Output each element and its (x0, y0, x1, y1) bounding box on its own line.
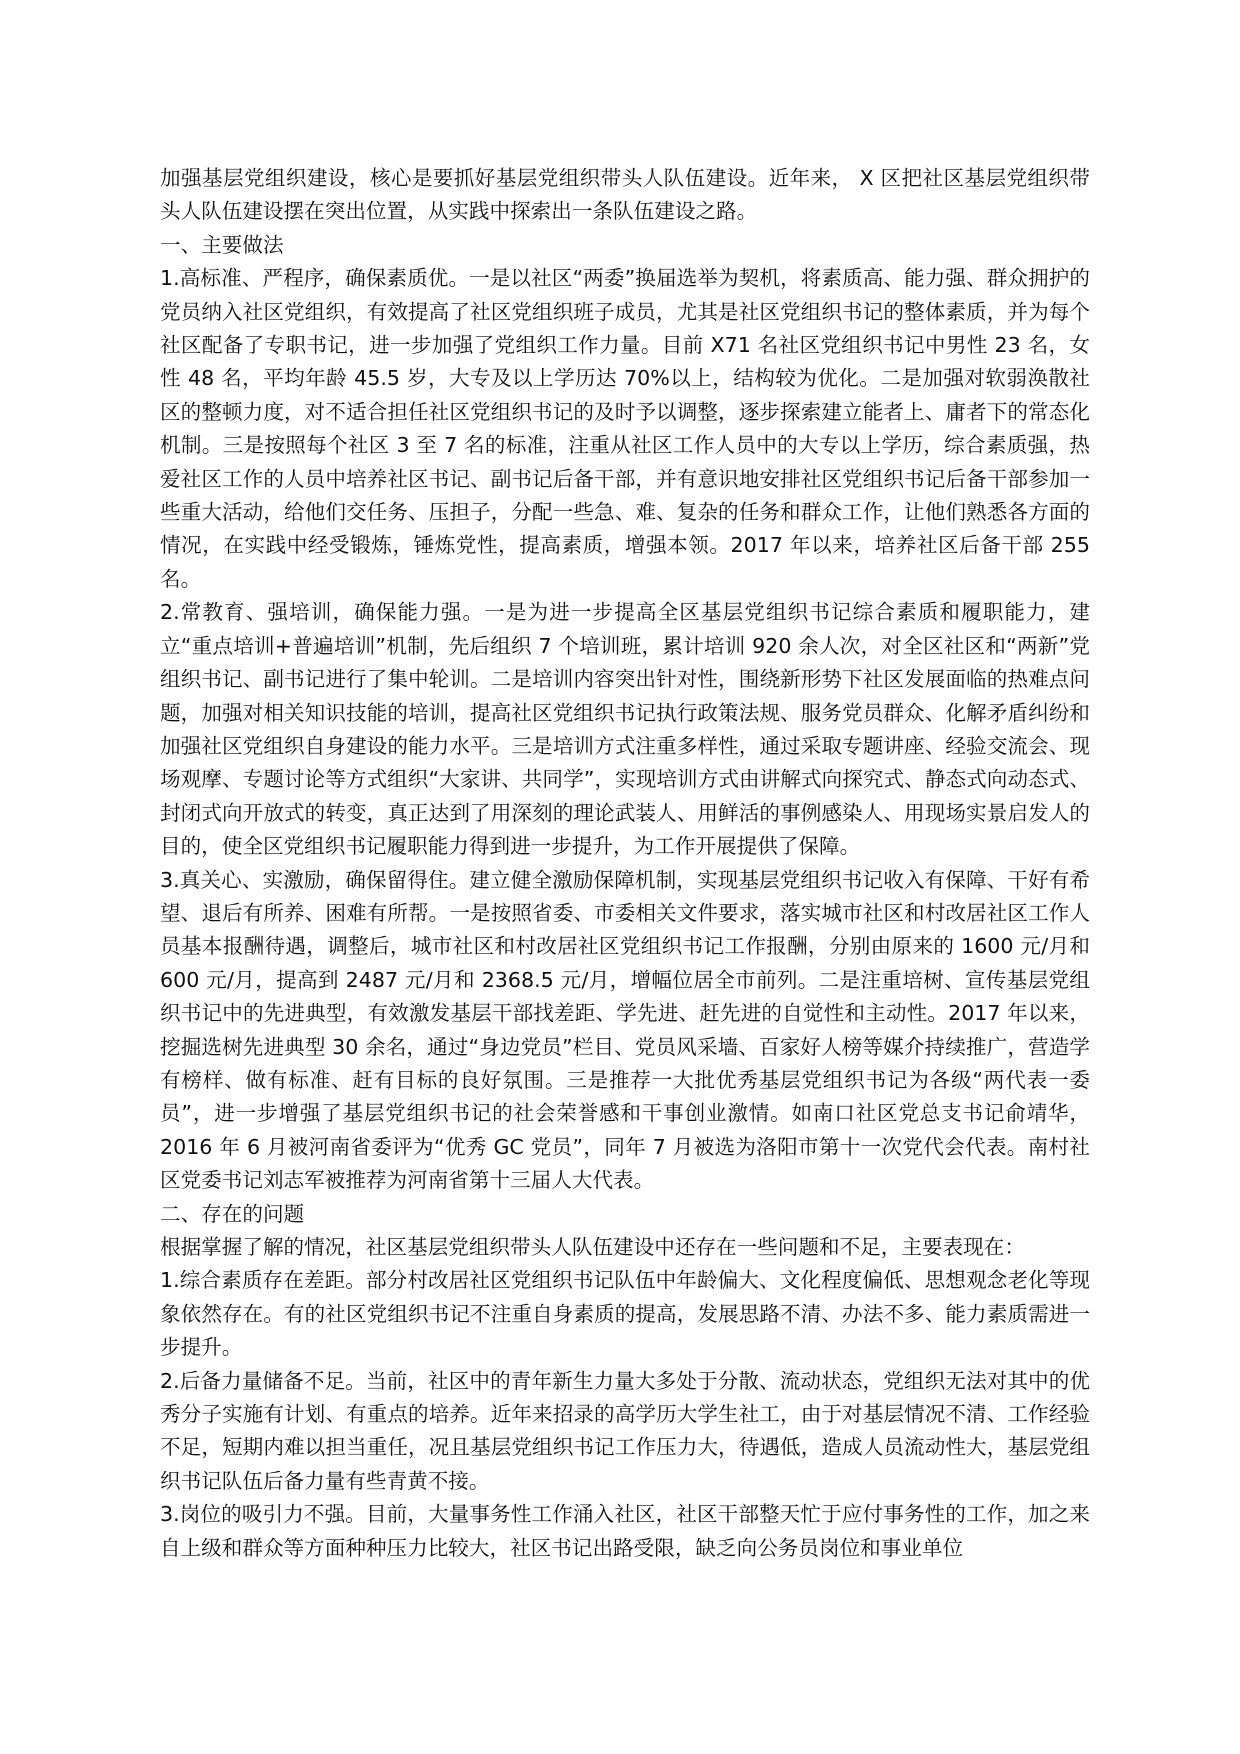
section-heading-existing-problems: 二、存在的问题 (160, 1201, 305, 1226)
practice-paragraph-1: 1.高标准、严程序，确保素质优。一是以社区“两委”换届选举为契机，将素质高、能力强、群众拥护的党员纳入社区党组织，有效提高了社区党组织班子成员，尤其是社区党组织书记的整体素质，并为每个社区配备了专职书记，进一步加强了党组织工作力量。目前 X71 名社区党组织书记中男性 23 名，女性 48 名，平均年龄 45.5 岁，大专及以上学历达 70%以上，结构较为优化。二是加强对软弱涣散社区的整顿力度，对不适合担任社区党组织书记的及时予以调整，逐步探索建立能者上、庸者下的常态化机制。三是按照每个社区 3 至 7 名的标准，注重从社区工作人员中的大专以上学历，综合素质强，热爱社区工作的人员中培养社区书记、副书记后备干部，并有意识地安排社区党组织书记后备干部参加一些重大活动，给他们交任务、压担子，分配一些急、难、复杂的任务和群众工作，让他们熟悉各方面的情况，在实践中经受锻炼，锤炼党性，提高素质，增强本领。2017 年以来，培养社区后备干部 255 名。 (160, 266, 1090, 591)
problem-paragraph-1: 1.综合素质存在差距。部分村改居社区党组织书记队伍中年龄偏大、文化程度偏低、思想观念老化等现象依然存在。有的社区党组织书记不注重自身素质的提高，发展思路不清、办法不多、能力素质需进一步提升。 (160, 1268, 1090, 1360)
document-body (160, 162, 1090, 1565)
problem-paragraph-2: 2.后备力量储备不足。当前，社区中的青年新生力量大多处于分散、流动状态，党组织无法对其中的优秀分子实施有计划、有重点的培养。近年来招录的高学历大学生社工，由于对基层情况不清、工作经验不足，短期内难以担当重任，况且基层党组织书记工作压力大，待遇低，造成人员流动性大，基层党组织书记队伍后备力量有些青黄不接。 (160, 1368, 1090, 1493)
practice-paragraph-2: 2.常教育、强培训，确保能力强。一是为进一步提高全区基层党组织书记综合素质和履职能力，建立“重点培训+普遍培训”机制，先后组织 7 个培训班，累计培训 920 余人次，对全区社区和“两新”党组织书记、副书记进行了集中轮训。二是培训内容突出针对性，围绕新形势下社区发展面临的热难点问题，加强对相关知识技能的培训，提高社区党组织书记执行政策法规、服务党员群众、化解矛盾纠纷和加强社区党组织自身建设的能力水平。三是培训方式注重多样性，通过采取专题讲座、经验交流会、现场观摩、专题讨论等方式组织“大家讲、共同学”，实现培训方式由讲解式向探究式、静态式向动态式、封闭式向开放式的转变，真正达到了用深刻的理论武装人、用鲜活的事例感染人、用现场实景启发人的目的，使全区党组织书记履职能力得到进一步提升，为工作开展提供了保障。 (160, 600, 1090, 859)
practice-paragraph-3: 3.真关心、实激励，确保留得住。建立健全激励保障机制，实现基层党组织书记收入有保障、干好有希望、退后有所养、困难有所帮。一是按照省委、市委相关文件要求，落实城市社区和村改居社区工作人员基本报酬待遇，调整后，城市社区和村改居社区党组织书记工作报酬，分别由原来的 1600 元/月和 600 元/月，提高到 2487 元/月和 2368.5 元/月，增幅位居全市前列。二是注重培树、宣传基层党组织书记中的先进典型，有效激发基层干部找差距、学先进、赶先进的自觉性和主动性。2017 年以来，挖掘选树先进典型 30 余名，通过“身边党员”栏目、党员风采墙、百家好人榜等媒介持续推广，营造学有榜样、做有标准、赶有目标的良好氛围。三是推荐一大批优秀基层党组织书记为各级“两代表一委员”，进一步增强了基层党组织书记的社会荣誉感和干事创业激情。如南口社区党总支书记俞靖华， 2016 年 6 月被河南省委评为“优秀 GC 党员”，同年 7 月被选为洛阳市第十一次党代会代表。南村社区党委书记刘志军被推荐为河南省第十三届人大代表。 (160, 867, 1090, 1193)
problem-paragraph-3: 3.岗位的吸引力不强。目前，大量事务性工作涌入社区，社区干部整天忙于应付事务性的工作，加之来自上级和群众等方面种种压力比较大，社区书记出路受限，缺乏向公务员岗位和事业单位 (160, 1502, 1090, 1560)
intro-paragraph: 加强基层党组织建设，核心是要抓好基层党组织带头人队伍建设。近年来， X 区把社区基层党组织带头人队伍建设摆在突出位置，从实践中探索出一条队伍建设之路。 (160, 166, 1090, 224)
section-heading-main-practices: 一、主要做法 (160, 232, 284, 257)
problems-intro-paragraph: 根据掌握了解的情况，社区基层党组织带头人队伍建设中还存在一些问题和不足，主要表现在： (160, 1235, 1025, 1259)
